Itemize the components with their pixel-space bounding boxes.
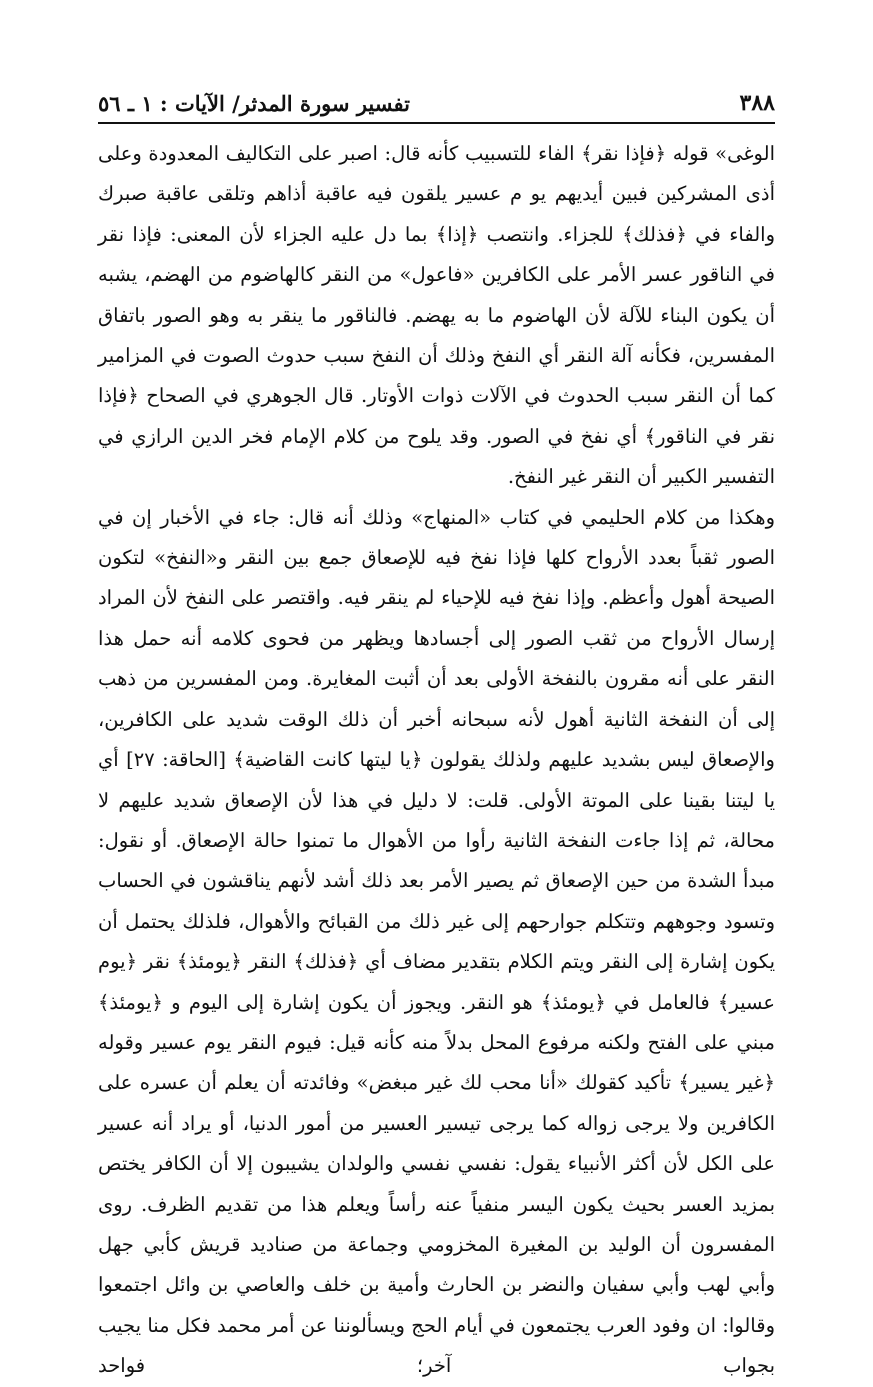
paragraph-2: وهكذا من كلام الحليمي في كتاب «المنهاج» وذلك أنه قال: جاء في الأخبار إن في الصور ثقباً بعدد الأرواح كلها فإذا نفخ فيه للإصعاق جمع بين النقر و«النفخ» لتكون الصيحة أهول وأعظم. وإذا نفخ فيه للإحياء لم ينقر فيه. واقتصر على النفخ لأن المراد إرسال الأرواح من ثقب الصور إلى أجسادها ويظهر من فحوى كلامه أنه حمل هذا النقر على أنه مقرون بالنفخة الأولى بعد أن أثبت المغايرة. ومن المفسرين من ذهب إلى أن النفخة الثانية أهول لأنه سبحانه أخبر أن ذلك الوقت شديد على الكافرين، والإصعاق ليس بشديد عليهم ولذلك يقولون ﴿يا ليتها كانت القاضية﴾ [الحاقة: ٢٧] أي يا ليتنا بقينا على الموتة الأولى. قلت: لا دليل في هذا لأن الإصعاق شديد عليهم لا محالة، ثم إذا جاءت النفخة الثانية رأوا من الأهوال ما تمنوا حالة الإصعاق. أو نقول: مبدأ الشدة من حين الإصعاق ثم يصير الأمر بعد ذلك أشد لأنهم يناقشون في الحساب وتسود وجوههم وتتكلم جوارحهم إلى غير ذلك من القبائح والأهوال، فلذلك يحتمل أن يكون إشارة إلى النقر ويتم الكلام بتقدير مضاف أي ﴿فذلك﴾ النقر ﴿يومئذ﴾ نقر ﴿يوم عسير﴾ فالعامل في ﴿يومئذ﴾ هو النقر. ويجوز أن يكون إشارة إلى اليوم و ﴿يومئذ﴾ مبني على الفتح ولكنه مرفوع المحل بدلاً منه كأنه قيل: فيوم النقر يوم عسير وقوله ﴿غير يسير﴾ تأكيد كقولك «أنا محب لك غير مبغض» وفائدته أن يعلم أن عسره على الكافرين ولا يرجى زواله كما يرجى تيسير العسير من أمور الدنيا، أو يراد أنه عسير على الكل لأن أكثر الأنبياء يقول: نفسي نفسي والولدان يشيبون إلا أن الكافر يختص بمزيد العسر بحيث يكون اليسر منفياً عنه رأساً ويعلم هذا من تقديم الظرف. روى المفسرون أن الوليد بن المغيرة المخزومي وجماعة من صناديد قريش كأبي جهل وأبي لهب وأبي سفيان والنضر بن الحارث وأمية بن خلف والعاصي بن وائل اجتمعوا وقالوا: ان وفود العرب يجتمعون في أيام الحج ويسألوننا عن أمر محمد فكل منا يجيب بجواب آخر؛ فواحد [98,505,775,1378]
page-body [98,134,775,1387]
paragraph-1: الوغى» قوله ﴿فإذا نقر﴾ الفاء للتسبيب كأنه قال: اصبر على التكاليف المعدودة وعلى أذى المشركين فبين أيديهم يو م عسير يلقون فيه عاقبة أذاهم وتلقى عاقبة صبرك والفاء في ﴿فذلك﴾ للجزاء. وانتصب ﴿إذا﴾ بما دل عليه الجزاء لأن المعنى: فإذا نقر في الناقور عسر الأمر على الكافرين «فاعول» من النقر كالهاضوم من الهضم، يشبه أن يكون البناء للآلة لأن الهاضوم ما به يهضم. فالناقور ما ينقر به وهو الصور باتفاق المفسرين، فكأنه آلة النقر أي النفخ وذلك أن النفخ سبب حدوث الصوت في المزامير كما أن النقر سبب الحدوث في الآلات ذوات الأوتار. قال الجوهري في الصحاح ﴿فإذا نقر في الناقور﴾ أي نفخ في الصور. وقد يلوح من كلام الإمام فخر الدين الرازي في التفسير الكبير أن النقر غير النفخ. [98,142,775,489]
running-title: تفسير سورة المدثر/ الآيات : ١ ـ ٥٦ [98,91,410,116]
page-number: ٣٨٨ [739,90,775,116]
page-header [98,80,775,124]
